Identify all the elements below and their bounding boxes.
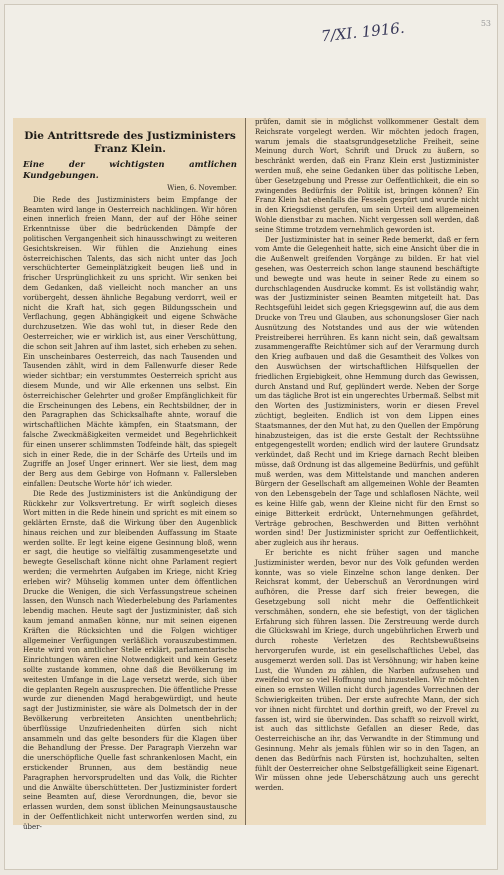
article-dateline: Wien, 6. November. [167, 184, 237, 192]
article-subheadline: Eine der wichtigsten amtlichen Kundgebungen. [23, 160, 237, 181]
headline-line-1: Die Antrittsrede des Justizministers [24, 130, 236, 142]
article-paragraph: prüfen, damit sie in möglichst vollkommener Gestalt dem Reichsrate vorgelegt werden. Wir möchten jedoch fragen, warum jemals die staatsgrundgesetzliche Freiheit, seine Meinung durch Wort, Schrift und Druck zu äußern, so beschränkt werden, daß ein Franz Klein erst Justizminister werden muß, ehe seine Gedanken über das politische Leben, über Gesetzgebung und Presse zur Oeffentlichkeit, die ein so zwingendes Bedürfnis der Politik ist, bringen können? Ein Franz Klein hat ebenfalls die Fesseln gespürt und wurde nicht in den Kriegsdienst gerufen, um sein Urteil dem allgemeinen Wohle dienstbar zu machen. Nicht vergessen soll werden, daß seine Stimme trotzdem vernehmlich geworden ist. [255, 118, 479, 234]
article-paragraph: Die Rede des Justizministers ist die Ankündigung der Rückkehr zur Volksvertretung. Er wirft sogleich dieses Wort mitten in die Rede hinein und spricht es mit einem so geklärten Ernste, daß die Wirkung über den Augenblick hinaus reichen und zur bleibenden Auffassung im Staate werden sollte. Er legt keine eigene Gesinnung bloß, wenn er sagt, die heutige so vielfältig zusammengesetzte und bewegte Gesellschaft könne nicht ohne Parlament regiert werden; die vermehrten Aufgaben im Kriege, nicht Krieg erleben wir? Mühselig kommen unter dem öffentlichen Drucke die Wenigen, die sich Verfassungstreue scheinen lassen, den Wunsch nach Wiederbelebung des Parlamentes lebendig machen. Heute sagt der Justizminister, daß sich kaum jemand anmaßen könne, nur mit seinen eigenen Kräften die Rücksichten und die Folgen wichtiger allgemeiner Verfügungen verläßlich vorauszubestimmen. Heute wird von amtlicher Stelle erklärt, parlamentarische Einrichtungen wären eine Notwendigkeit und kein Gesetz sollte zustande kommen, ohne daß die Bevölkerung im weitesten Umfange in die Lage versetzt werde, sich über die geplanten Regeln auszusprechen. Die öffentliche Presse wurde zur dienenden Magd herabgewürdigt, und heute sagt der Justizminister, sie wäre als Dolmetsch der in der Bevölkerung verbreiteten Ansichten unentbehrlich; überflüssige Unzufriedenheiten dürfen sich nicht ansammeln und das gelte besonders für die Klagen über die Behandlung der Presse. Der Paragraph Vierzehn war die unerschöpfliche Quelle fast schrankenlosen Macht, ein erstickender Brunnen, aus dem beständig neue Paragraphen hervorsprudelten und das Volk, die Richter und die Anwälte überschütteten. Der Justizminister fordert seine Beamten auf, diese Verordnungen, die, bevor sie erlassen wurden, dem sonst üblichen Meinungsaustausche in der Oeffentlichkeit nicht unterworfen werden sind, zu über- [23, 489, 237, 831]
newspaper-clipping [13, 118, 486, 831]
article-paragraph: Der Justizminister hat in seiner Rede bemerkt, daß er fern vom Amte die Gelegenheit hatte, sich eine Ansicht über die in die Außenwelt greifenden Vorgänge zu bilden. Er hat viel gesehen, was Oesterreich schon lange staunend beschäftigte und bewegte und was heute in seiner Rede zu einem so durchschlagenden Ausdrucke kommt. Es ist vollständig wahr, was der Justizminister seinen Beamten mitgeteilt hat. Das Rechtsgefühl leidet sich gegen Kriegsgewinn auf, die aus dem Drucke von Treu und Glauben, aus schonungsloser Gier nach Ausnützung des Notstandes und aus der wie wütenden Preistreiberei herrühren. Es kann nicht sein, daß gewaltsam zusammengeraffte Reichtümer sich auf der Verarmung durch den Krieg aufbauen und daß die Gesamtheit des Volkes von den Auswüchsen der wirtschaftlichen Hilfsquellen der friedlichen Ergiebigkeit, ohne Hemmung durch das Gewissen, durch Anstand und Ruf, geplündert werde. Neben der Sorge um das tägliche Brot ist ein ungerechtes Urbermaß. Selbst mit den Worten des Justizministers, worin er diesen Frevel züchtigt, begleiten. Endlich ist von dem Lippen eines Staatsmannes, der den Mut hat, zu den Quellen der Empörung hinabzusteigen, das ist die erste Gestalt der Rechtssühne entgegengestellt worden; endlich wird der lautere Grundsatz verkündet, daß Recht und im Kriege darnach Recht bleiben müsse, daß Ordnung ist das allgemeine Bedürfnis, und gefühlt muß werden, was dem Mittelstande und manchen anderen Bürgern der Gesellschaft am allgemeinen Wohle der Beamten von den Lebensgebeln der Tage und schlaflosen Nächte, weil es keine Hilfe gab, wenn der Kleine nicht für den Ernst so einige Bitterkeit erdrückt, Unternehmungen gefährdet, Verträge gebrochen, Beschwerden und Bitten verhöhnt worden sind! Der Justizminister spricht zur Oeffentlichkeit, aber zugleich aus ihr heraus. [255, 235, 479, 548]
handwritten-date-note: 7/XI. 1916. [320, 18, 406, 46]
column-rule [245, 118, 246, 825]
article-right-column [255, 118, 479, 822]
article-paragraph: Er berichte es nicht früher sagen und manche Justizminister werden, bevor nur des Volk gefunden werden konnte, was so viele Einzelne schon lange denken. Der Reichsrat kommt, der Ueberschuß an Verordnungen wird aufhören, die Presse darf sich freier bewegen, die Gesetzgebung soll nicht mehr die Oeffentlichkeit verschmähen, sondern, ehe sie befestigt, von der täglichen Erfahrung sich führen lassen. Die Zerstreuung werde durch die Glückswahl im Kriege, durch ungebührlichen Erwerb und durch roheste Verletzen des Rechtsbewußtseins hervorgerufen wurde, ist ein gesellschaftliches Uebel, das ausgemerzt werden soll. Das ist Versöhnung; wir haben keine Lust, die Wunden zu zählen, die Narben aufzusehen und zweifelnd vor so viel Hoffnung und hinzustellen. Wir möchten einen so ernsten Willen nicht durch jagendes Vorrechnen der Schwierigkeiten trüben. Der erste aufrechte Mann, der sich vor ihnen nicht fürchtet und dorthin greift, wo der Frevel zu fassen ist, wird sie überwinden. Das schafft so reizvoll wirkt, ist auch das sittlichste Gefallen an dieser Rede, das Oesterreichische an ihr, das Verwandte in der Stimmung und Gesinnung. Mehr als jemals fühlen wir so in den Tagen, an denen das Bedürfnis nach Fürsten ist, hochzuhalten, selten fühlt der Oesterreicher ohne Selbstgefälligkeit seine Eigenart. Wir müssen ohne jede Ueberschätzung auch uns gerecht werden. [255, 549, 479, 793]
article-left-column [23, 126, 237, 831]
article-headline [23, 130, 237, 156]
article-paragraph: Die Rede des Justizministers beim Empfange der Beamten wird lange in Oesterreich nachklingen. Wir hören einen innerlich freien Mann, der auf der Höhe seiner Erkenntnisse über die bedrückenden Dämpfe der politischen Vergangenheit sich hinausschwingt zu weiteren Gesichtskreisen. Wir fühlen die Anziehung eines österreichischen Talents, das sich nicht unter das Joch verschüchterter Gemeinplätzigkeit beugen ließ und in frischer Ursprünglichkeit zu uns spricht. Wir senken bei dem Gedanken, daß vielleicht noch mancher an uns vorübergeht, dessen ähnliche Begabung verdorrt, weil er nicht die Kraft hat, sich gegen Bildungsschein und Verflachung, gegen Abhängigkeit und eigene Schwäche durchzusetzen. Wie das wohl tut, in dieser Rede den Oesterreicher, wie er wirklich ist, aus einer Verschüttung, die schon seit Jahren auf ihm lastet, sich erheben zu sehen. Ein unscheinbares Oesterreich, das nach Tausenden und Tausenden zählt, wird in dem Fallenwurfe dieser Rede wieder sichtbar; ein verstummtes Oesterreich spricht aus diesem Munde, und wir Alle erkennen uns selbst. Ein österreichischer Gelehrter und großer Empfänglichkeit für die Erscheinungen des Lebens, ein Rechtsbildner, der in den Paragraphen das Schicksalhafte ahnte, worauf die wirtschaftlichen Mächte kämpfen, ein Staatsmann, der falsche Zweckmäßigkeiten vermeidet und Begehrlichkeit für einen unserer schlimmsten Todfeinde hält, das spiegelt sich in einer Rede, die in der Schärfe des Urteils und im Zugriffe an Josef Unger erinnert. Wer sie liest, dem mag der Berg aus dem Gebirge von Hofmann v. Fallersleben einfallen: Deutsche Worte hör' ich wieder. [23, 195, 237, 488]
headline-line-2: Franz Klein. [94, 143, 166, 155]
archive-number: 53 [480, 19, 491, 28]
